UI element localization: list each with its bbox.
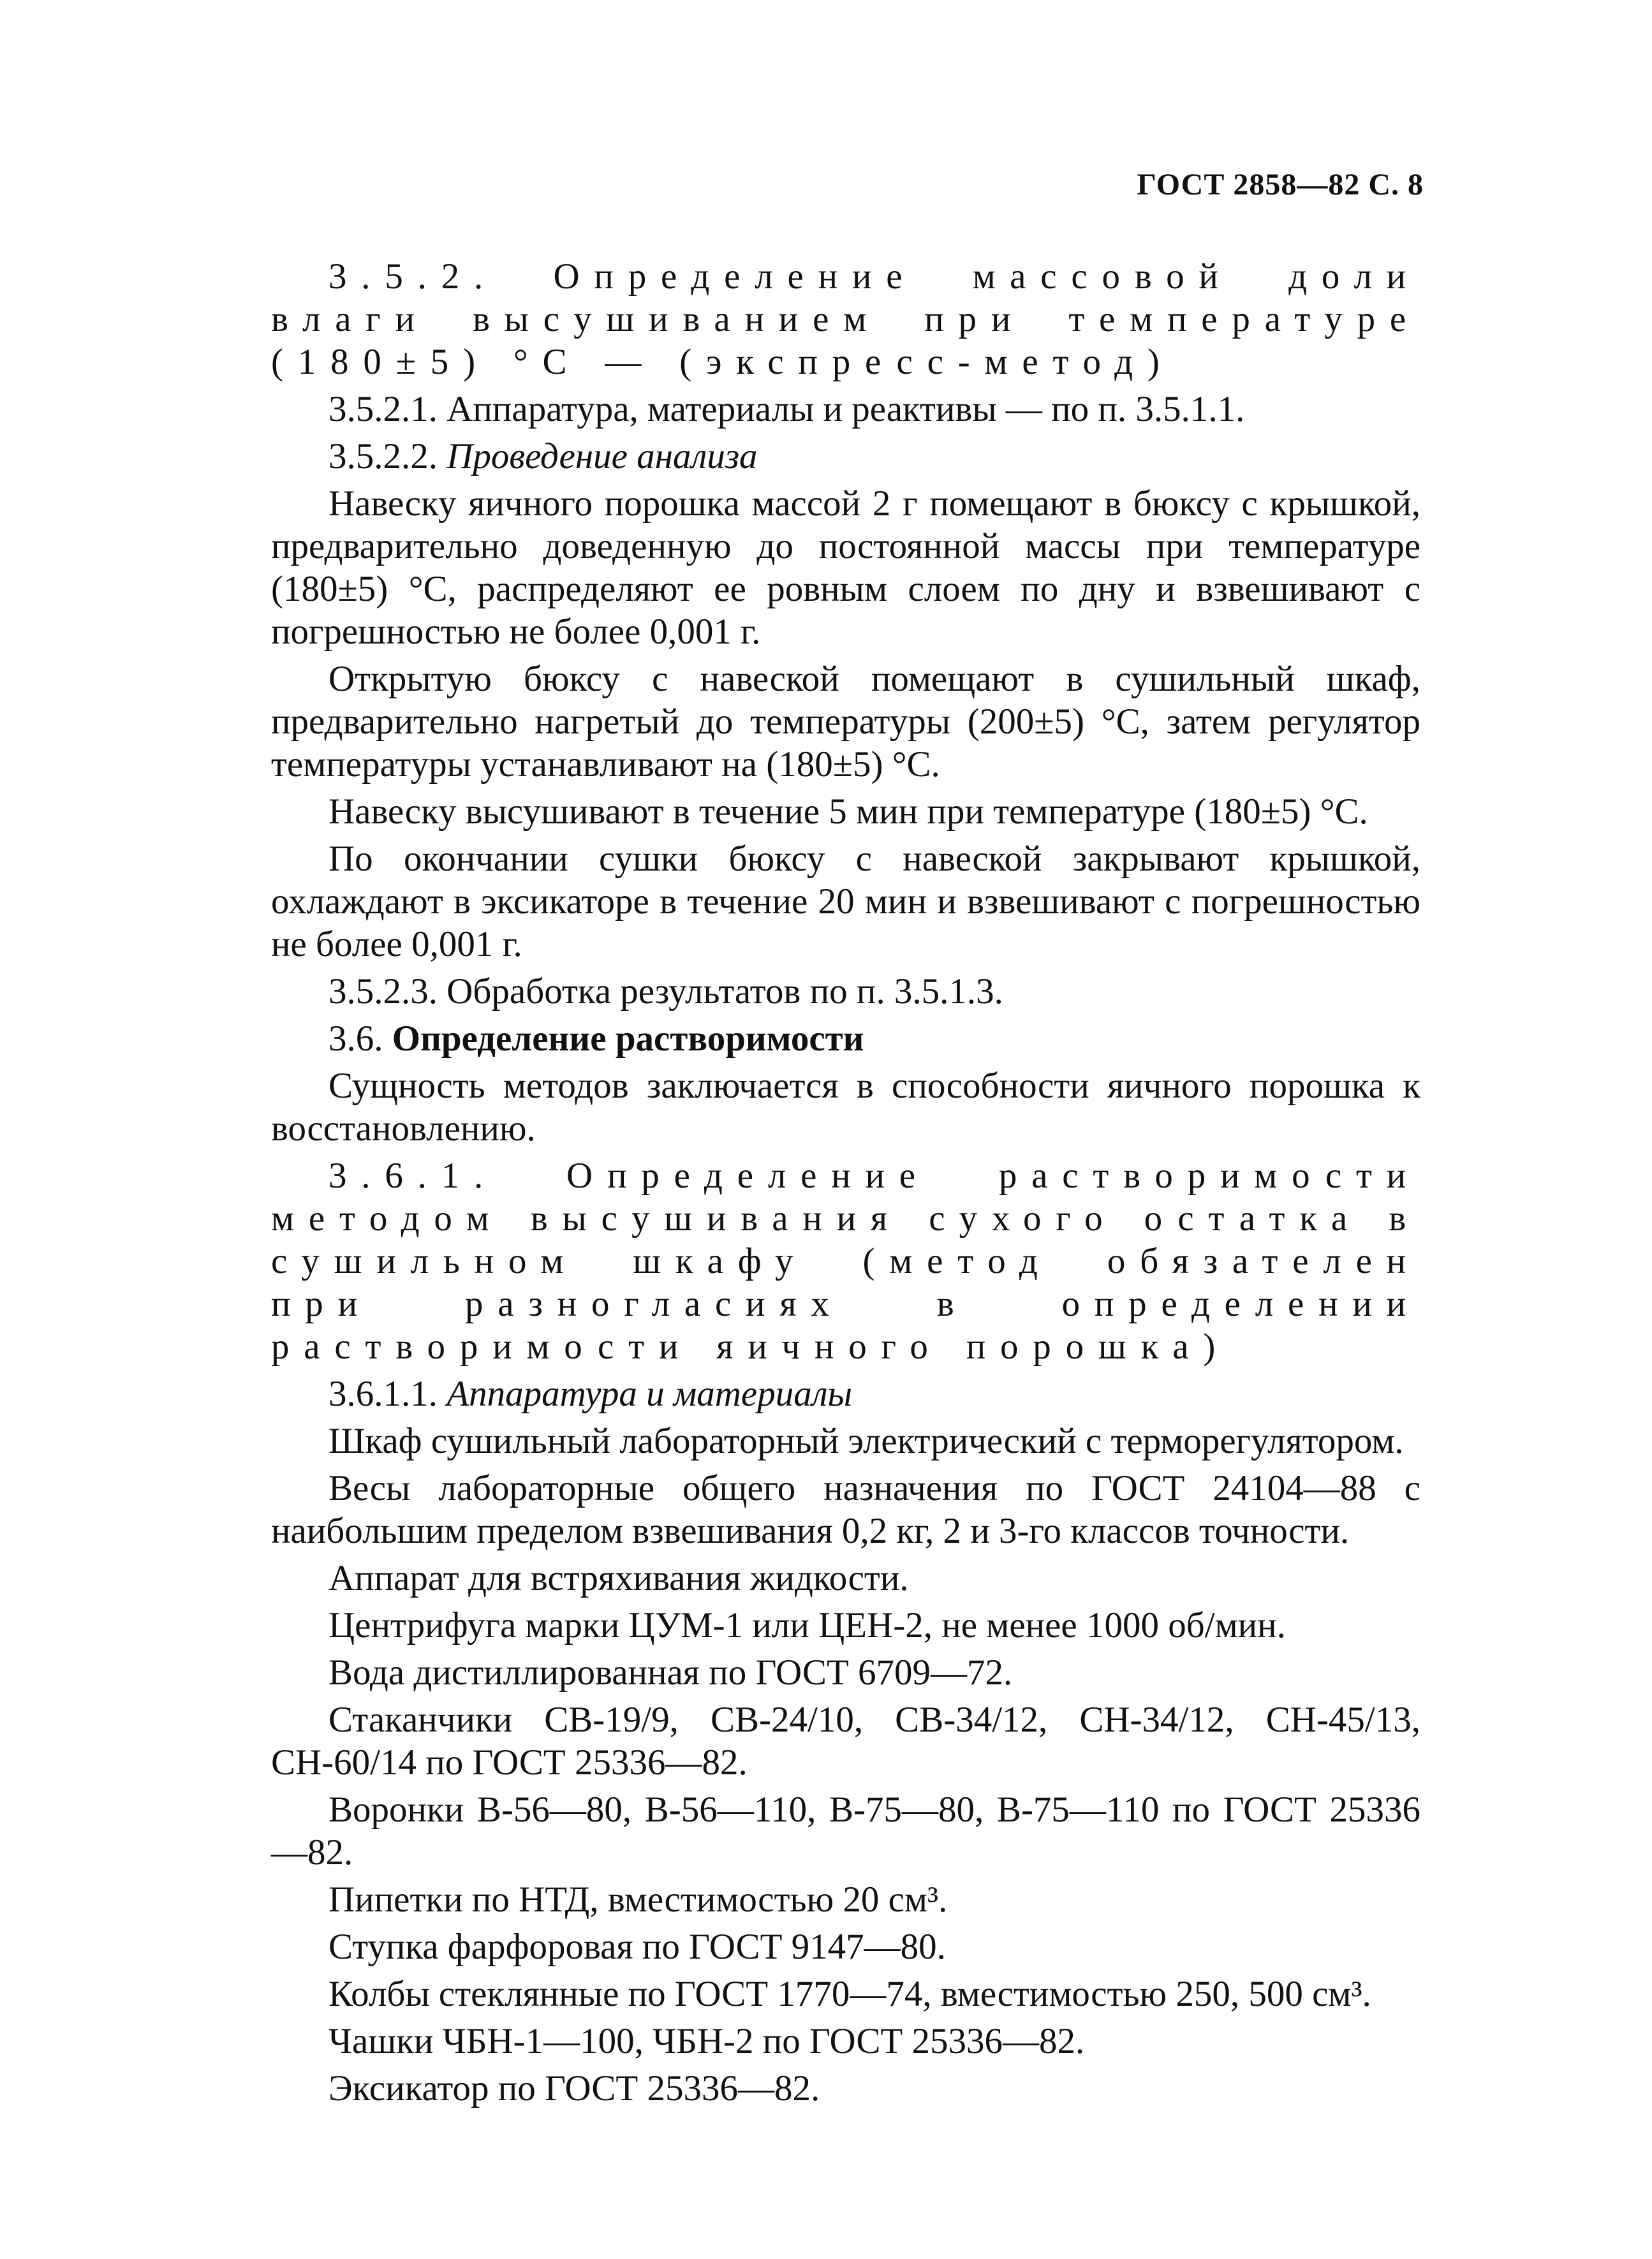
subheading-title: Проведение анализа [446, 436, 758, 476]
equipment-item: Пипетки по НТД, вместимостью 20 см³. [328, 1880, 948, 1920]
document-body [271, 255, 1420, 2110]
equipment-item: Шкаф сушильный лабораторный электрический с терморегулятором. [328, 1421, 1404, 1461]
equipment-item: Аппарат для встряхивания жидкости. [328, 1558, 909, 1598]
paragraph-procedure-4: По окончании сушки бюксу с навеской закрывают крышкой, охлаждают в эксикаторе в течение 20 мин и взвешивают с погрешностью не более 0,001 г. [271, 839, 1420, 964]
section-heading-3-5-2: 3.5.2. Определение массовой доли влаги высушиванием при температуре (180±5) °С — (экспресс-метод) [271, 256, 1420, 382]
subheading-number: 3.5.2.2. [328, 436, 438, 476]
paragraph-procedure-2: Открытую бюксу с навеской помещают в сушильный шкаф, предварительно нагретый до температуры (200±5) °С, затем регулятор температуры устанавливают на (180±5) °С. [271, 659, 1420, 784]
section-number: 3.6. [328, 1019, 383, 1059]
equipment-item: Воронки В-56—80, В-56—110, В-75—80, В-75—110 по ГОСТ 25336—82. [271, 1790, 1420, 1873]
page-header: ГОСТ 2858—82 С. 8 [1137, 168, 1424, 202]
paragraph-3-5-2-1: 3.5.2.1. Аппаратура, материалы и реактивы — по п. 3.5.1.1. [328, 389, 1245, 429]
paragraph-essence: Сущность методов заключается в способности яичного порошка к восстановлению. [271, 1066, 1420, 1149]
paragraph-procedure-3: Навеску высушивают в течение 5 мин при температуре (180±5) °С. [328, 791, 1368, 832]
equipment-item: Центрифуга марки ЦУМ-1 или ЦЕН-2, не менее 1000 об/мин. [328, 1605, 1286, 1645]
paragraph-procedure-1: Навеску яичного порошка массой 2 г помещают в бюксу с крышкой, предварительно доведенную до постоянной массы при температуре (180±5) °С, распределяют ее ровным слоем по дну и взвешивают с погрешностью не более 0,001 г. [271, 483, 1420, 652]
equipment-item: Вода дистиллированная по ГОСТ 6709—72. [328, 1652, 1013, 1693]
equipment-item: Весы лабораторные общего назначения по ГОСТ 24104—88 с наибольшим пределом взвешивания 0,2 кг, 2 и 3-го классов точности. [271, 1468, 1420, 1551]
subheading-number: 3.6.1.1. [328, 1374, 438, 1414]
section-heading-3-6-1: 3.6.1. Определение растворимости методом высушивания сухого остатка в сушильном шкафу (метод обязателен при разногласиях в определении растворимости яичного порошка) [271, 1156, 1420, 1367]
section-title: Определение растворимости [392, 1019, 864, 1059]
subheading-title: Аппаратура и материалы [446, 1374, 853, 1414]
subheading-3-5-2-2 [271, 435, 1420, 478]
subheading-3-6-1-1 [271, 1372, 1420, 1415]
section-heading-3-6 [271, 1017, 1420, 1060]
paragraph-3-5-2-3: 3.5.2.3. Обработка результатов по п. 3.5.1.3. [328, 971, 1003, 1012]
equipment-item: Эксикатор по ГОСТ 25336—82. [328, 2068, 820, 2108]
equipment-item: Стаканчики СВ-19/9, СВ-24/10, СВ-34/12, СН-34/12, СН-45/13, СН-60/14 по ГОСТ 25336—82. [271, 1700, 1420, 1783]
equipment-item: Ступка фарфоровая по ГОСТ 9147—80. [328, 1927, 946, 1967]
equipment-item: Колбы стеклянные по ГОСТ 1770—74, вместимостью 250, 500 см³. [328, 1974, 1371, 2014]
equipment-item: Чашки ЧБН-1—100, ЧБН-2 по ГОСТ 25336—82. [328, 2021, 1085, 2061]
